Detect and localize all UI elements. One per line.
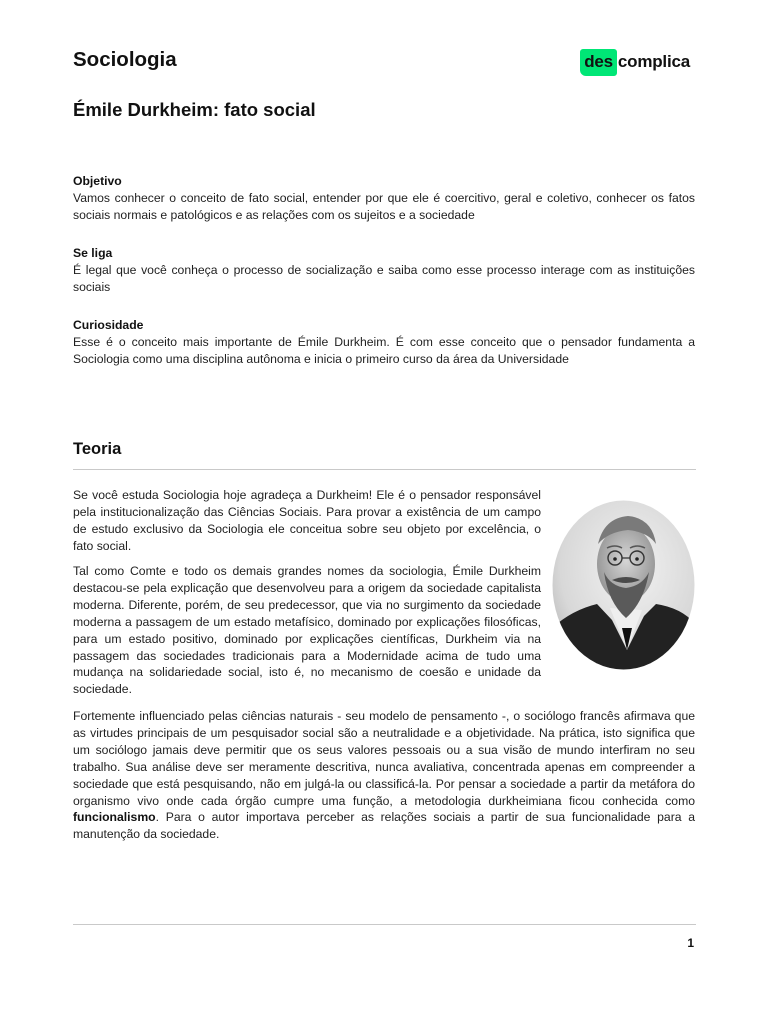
- durkheim-portrait: [552, 500, 695, 670]
- paragraph: Tal como Comte e todo os demais grandes nomes da sociologia, Émile Durkheim destacou-se pela explicação que desenvolveu para a origem da sociedade capitalista moderna. Diferente, porém, de seu predecessor, que via no surgimento da sociedade moderna a passagem de um estado metafísico, dominado por explicações filosóficas, para um estado positivo, dominado por explicações científicas, Durkheim via na passagem das sociedades tradicionais para a Modernidade acima de tudo uma mudança na solidariedade social, isto é, no mecanismo de coesão e unidade da sociedade.: [73, 564, 541, 697]
- section-label: Curiosidade: [73, 318, 144, 332]
- bold-term: funcionalismo: [73, 810, 156, 825]
- page-number: 1: [687, 936, 694, 950]
- paragraph-text: . Para o autor importava perceber as relações sociais a partir de sua funcionalidade para a manutenção da sociedade.: [73, 810, 695, 842]
- section-curiosidade: [73, 317, 695, 367]
- section-text: É legal que você conheça o processo de socialização e saiba como esse processo interage com as instituições sociais: [73, 262, 695, 294]
- section-objetivo: [73, 173, 695, 223]
- divider: [73, 469, 696, 470]
- section-text: Esse é o conceito mais importante de Émile Durkheim. É com esse conceito que o pensador fundamenta a Sociologia como uma disciplina autônoma e inicia o primeiro curso da área da Universidade: [73, 334, 695, 366]
- subject-title: Sociologia: [73, 48, 177, 71]
- paragraph-text: Fortemente influenciado pelas ciências naturais - seu modelo de pensamento -, o sociólogo francês afirmava que as virtudes principais de um pesquisador social são a neutralidade e a objetividade. Na prática, isto significa que um sociólogo jamais deve permitir que os seus valores pessoais ou a sua visão de mundo interfiram no seu trabalho. Sua análise deve ser meramente descritiva, nunca avaliativa, concentrada apenas em compreender a sociedade que está pesquisando, não em julgá-la ou classificá-la. Por pensar a sociedade a partir da metáfora do organismo vivo onde cada órgão cumpre uma função, a metodologia durkheimiana ficou conhecida como: [73, 709, 695, 808]
- logo-mark: des: [580, 49, 617, 76]
- teoria-heading: Teoria: [73, 440, 122, 458]
- section-label: Objetivo: [73, 174, 122, 188]
- paragraph: [73, 708, 695, 843]
- section-label: Se liga: [73, 246, 113, 260]
- descomplica-logo: [580, 46, 690, 78]
- section-se-liga: [73, 245, 695, 295]
- logo-wordmark: complica: [617, 52, 690, 71]
- page-title: Émile Durkheim: fato social: [73, 99, 316, 120]
- page-header: [73, 46, 696, 78]
- section-text: Vamos conhecer o conceito de fato social, entender por que ele é coercitivo, geral e coletivo, conhecer os fatos sociais normais e patológicos e as relações com os sujeitos e a sociedade: [73, 190, 695, 222]
- paragraph: Se você estuda Sociologia hoje agradeça a Durkheim! Ele é o pensador responsável pela institucionalização das Ciências Sociais. Para provar a existência de um campo de estudo exclusivo da Sociologia ele conceitua sobre seu objeto por excelência, o fato social.: [73, 488, 541, 553]
- divider: [73, 924, 696, 925]
